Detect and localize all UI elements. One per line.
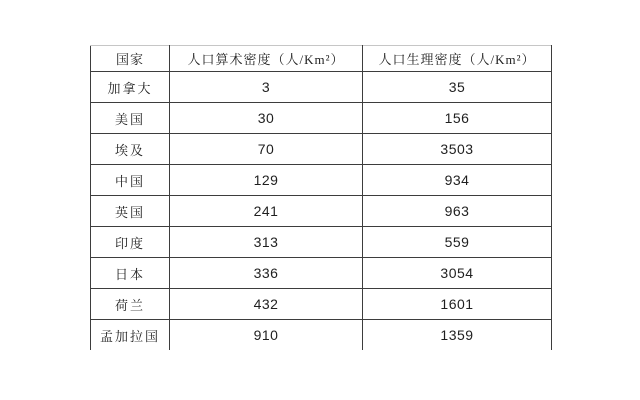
country-cell: 孟加拉国: [91, 320, 170, 351]
physiological-density-cell: 963: [363, 196, 552, 227]
arithmetic-density-cell: 910: [170, 320, 363, 351]
country-cell: 美国: [91, 103, 170, 134]
country-cell: 中国: [91, 165, 170, 196]
country-cell: 加拿大: [91, 72, 170, 103]
table-row: [91, 227, 552, 258]
physiological-density-cell: 934: [363, 165, 552, 196]
table-row: [91, 72, 552, 103]
arithmetic-density-cell: 70: [170, 134, 363, 165]
header-arithmetic-density: 人口算术密度（人/Km²）: [170, 46, 363, 72]
physiological-density-cell: 35: [363, 72, 552, 103]
arithmetic-density-cell: 241: [170, 196, 363, 227]
physiological-density-cell: 1359: [363, 320, 552, 351]
arithmetic-density-cell: 129: [170, 165, 363, 196]
table-row: [91, 258, 552, 289]
physiological-density-cell: 3503: [363, 134, 552, 165]
table-body: [91, 72, 552, 351]
arithmetic-density-cell: 30: [170, 103, 363, 134]
table-header: [91, 46, 552, 72]
arithmetic-density-cell: 313: [170, 227, 363, 258]
country-cell: 英国: [91, 196, 170, 227]
country-cell: 日本: [91, 258, 170, 289]
arithmetic-density-cell: 432: [170, 289, 363, 320]
country-cell: 印度: [91, 227, 170, 258]
header-physiological-density: 人口生理密度（人/Km²）: [363, 46, 552, 72]
table-row: [91, 103, 552, 134]
population-density-table: [90, 45, 552, 350]
arithmetic-density-cell: 3: [170, 72, 363, 103]
header-country: 国家: [91, 46, 170, 72]
physiological-density-cell: 559: [363, 227, 552, 258]
physiological-density-cell: 3054: [363, 258, 552, 289]
table-row: [91, 165, 552, 196]
table-row: [91, 134, 552, 165]
physiological-density-cell: 156: [363, 103, 552, 134]
table-row: [91, 289, 552, 320]
table-row: [91, 320, 552, 351]
country-cell: 荷兰: [91, 289, 170, 320]
country-cell: 埃及: [91, 134, 170, 165]
table-row: [91, 196, 552, 227]
physiological-density-cell: 1601: [363, 289, 552, 320]
header-row: [91, 46, 552, 72]
arithmetic-density-cell: 336: [170, 258, 363, 289]
